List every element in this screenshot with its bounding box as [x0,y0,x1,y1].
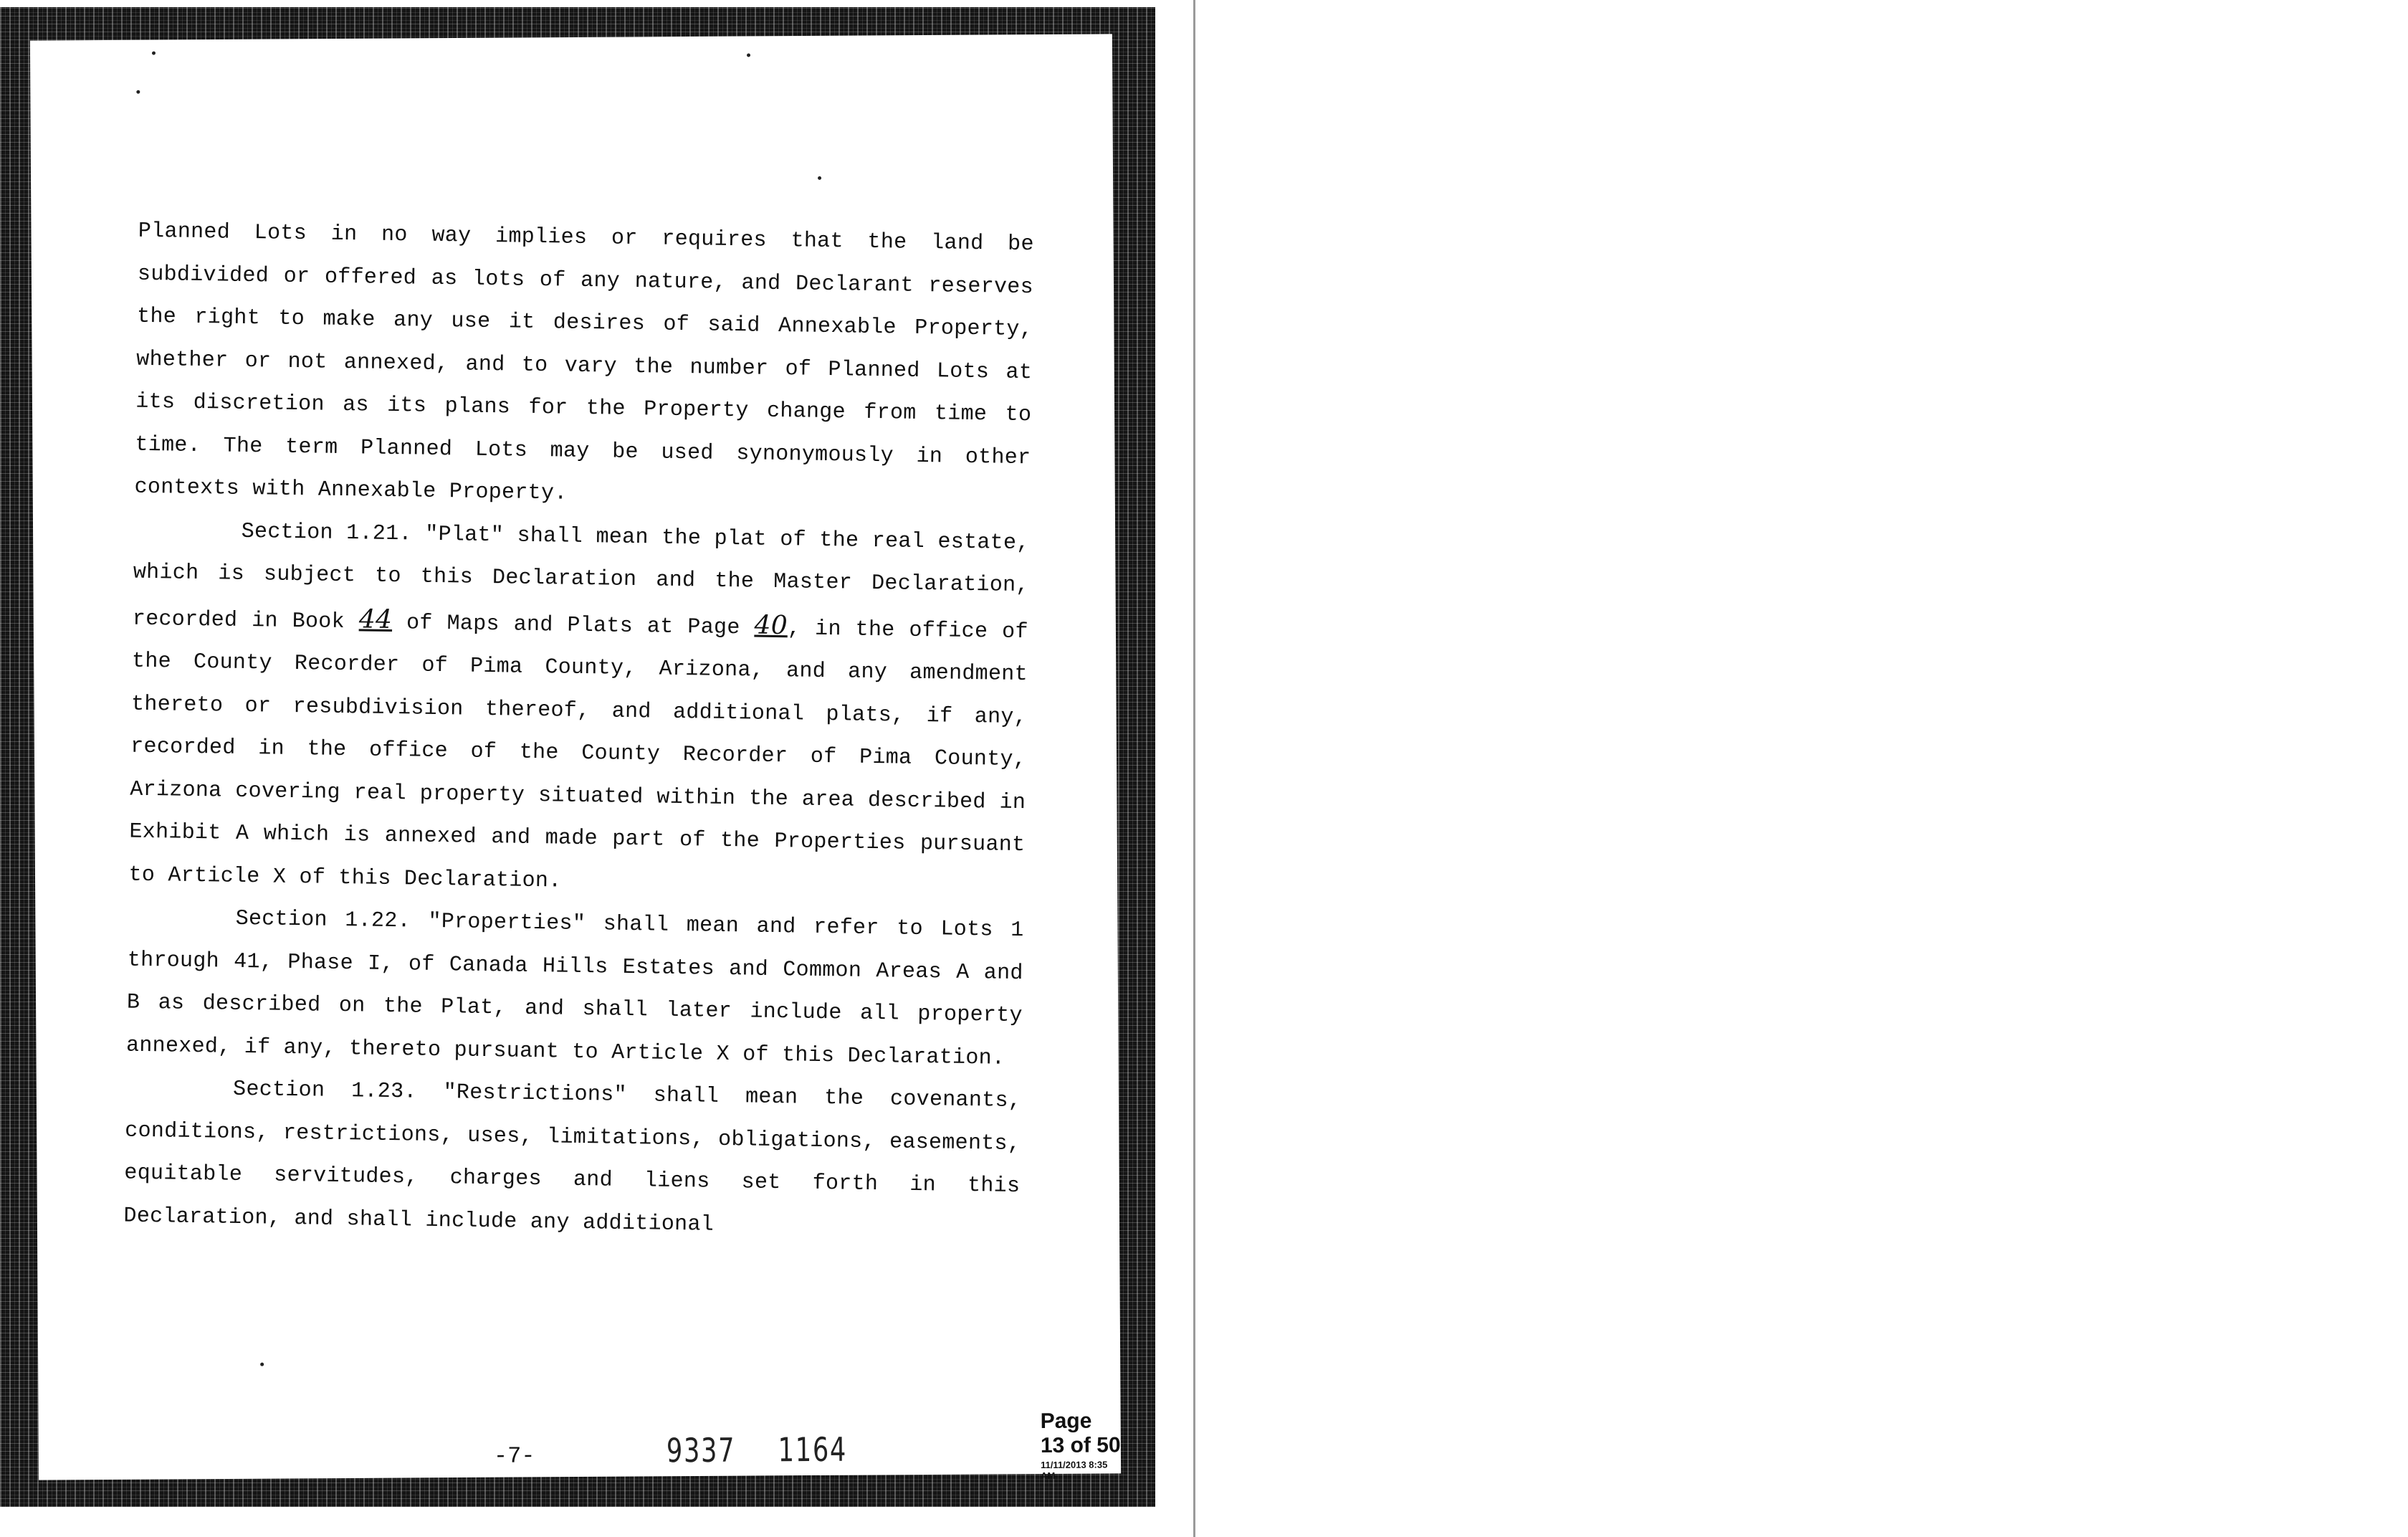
stamp-timestamp: 11/11/2013 8:35 AM [1040,1459,1108,1482]
book-stamp: 9337 [666,1430,736,1470]
section-1-21-text-end: , in the office of the County Recorder of Pima County, Arizona, and any amendment thereto or resubdivision thereof, and additional plats, if any, recorded in the office of the County Recorder of Pima County, Arizona covering real property situated within the area described in Exhibit A which is annexed and made part of the Properties pursuant to Article X of this Declaration. [128,616,1028,894]
page-stamp: 1164 [778,1429,848,1470]
page-footer-number: -7- [493,1442,535,1470]
paragraph-section-1-22: Section 1.22. "Properties" shall mean and refer to Lots 1 through 41, Phase I, of Canada Hills Estates and Common Areas A and B as described on the Plat, and shall later include all property annexed, if any, thereto pursuant to Article X of this Declaration. [125,906,1024,1071]
viewer-divider [1193,0,1195,1537]
scan-speck [152,52,156,55]
scan-speck [747,53,750,57]
handwritten-book-number: 44 [358,604,393,634]
section-1-21-text-middle: of Maps and Plats at Page [391,610,755,641]
section-1-21-text-start: Section 1.21. "Plat" shall mean the plat of the real estate, which is subject to this Declaration and the Master Declaration, recorded in Book [132,519,1030,634]
scan-speck [260,1363,264,1366]
stamp-page-label: Page 13 of 50 [1040,1409,1121,1458]
paragraph-section-1-21 [128,509,1030,910]
recorder-page-stamp [1041,1409,1122,1481]
paragraph-planned-lots: Planned Lots in no way implies or requires that the land be subdivided or offered as lots of any nature, and Declarant reserves the right to make any use it desires of said Annexable Property, whether or not annexed, and to vary the number of Planned Lots at its discretion as its plans for the Property change from time to time. The term Planned Lots may be used synonymously in other contexts with Annexable Property. [134,219,1035,506]
scan-speck [818,176,821,180]
document-page [30,34,1121,1480]
scan-speck [136,90,140,94]
recording-book-page-stamp [666,1430,847,1470]
scanned-page-frame [0,7,1155,1507]
handwritten-page-number: 40 [754,610,788,640]
document-body [123,211,1034,1251]
paragraph-section-1-23: Section 1.23. "Restrictions" shall mean the covenants, conditions, restrictions, uses, limitations, obligations, easements, equitable servitudes, charges and liens set forth in this Declaration, and shall include any additional [123,1077,1022,1237]
